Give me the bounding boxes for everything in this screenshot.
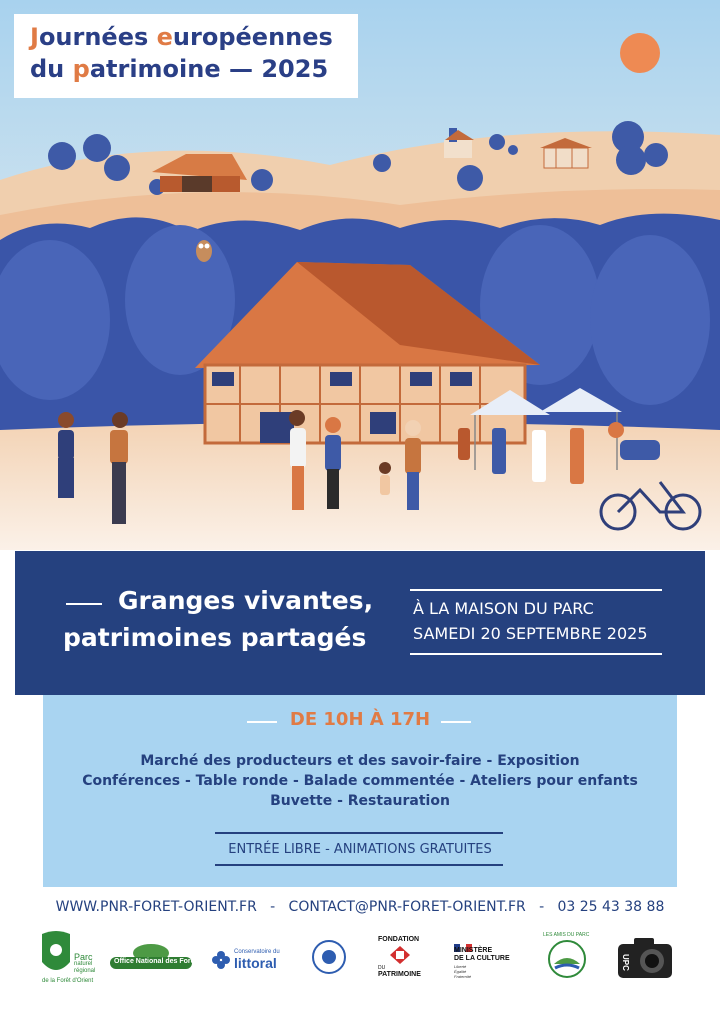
event-date: SAMEDI 20 SEPTEMBRE 2025	[413, 624, 648, 643]
logo-fondation-patrimoine: FONDATION DU PATRIMOINE	[378, 936, 421, 978]
parc-emblem-icon	[40, 930, 72, 976]
fondation-icon	[390, 946, 410, 964]
logo-parc-foret-orient: Parc naturel régional de la Forêt d'Orient	[40, 930, 95, 990]
littoral-flower-icon	[212, 951, 230, 969]
contact-line[interactable]: WWW.PNR-FORET-ORIENT.FR - CONTACT@PNR-FORET-ORIENT.FR - 03 25 43 38 88	[55, 899, 665, 915]
event-location: À LA MAISON DU PARC	[413, 599, 594, 618]
seal-icon	[312, 940, 346, 974]
opening-hours: DE 10H À 17H	[289, 709, 431, 730]
entry-info: ENTRÉE LIBRE - ANIMATIONS GRATUITES	[228, 842, 492, 857]
logo-upc-camera: UPC	[616, 936, 674, 980]
title-dash	[66, 603, 102, 605]
onf-leaf-icon	[110, 943, 192, 971]
logo-round-seal	[312, 940, 346, 974]
program-line2: Conférences - Table ronde - Balade commentée - Ateliers pour enfants	[82, 773, 638, 789]
owl	[196, 240, 212, 262]
program-line3: Buvette - Restauration	[270, 793, 450, 809]
info-rule-top	[410, 589, 662, 591]
event-title-line2: du patrimoine — 2025	[30, 55, 329, 83]
program-line1: Marché des producteurs et des savoir-faire - Exposition	[140, 753, 580, 769]
event-subtitle-line1: Granges vivantes,	[118, 586, 374, 615]
hours-dash-right	[441, 721, 471, 723]
entry-rule-top	[215, 832, 503, 834]
logo-littoral: Conservatoire du littoral	[212, 947, 292, 971]
sun	[620, 33, 660, 73]
entry-rule-bottom	[215, 864, 503, 866]
logo-amis-du-parc: LES AMIS DU PARC	[540, 932, 594, 984]
logo-onf: Office National des Forêts	[110, 943, 192, 971]
event-subtitle-line2: patrimoines partagés	[63, 623, 367, 652]
info-rule-bottom	[410, 653, 662, 655]
logo-ministere-culture: MINISTÈRE DE LA CULTURE Liberté Égalité Fraternité	[454, 937, 524, 981]
amis-parc-icon	[540, 932, 594, 984]
event-title-line1: Journées européennes	[30, 23, 333, 51]
